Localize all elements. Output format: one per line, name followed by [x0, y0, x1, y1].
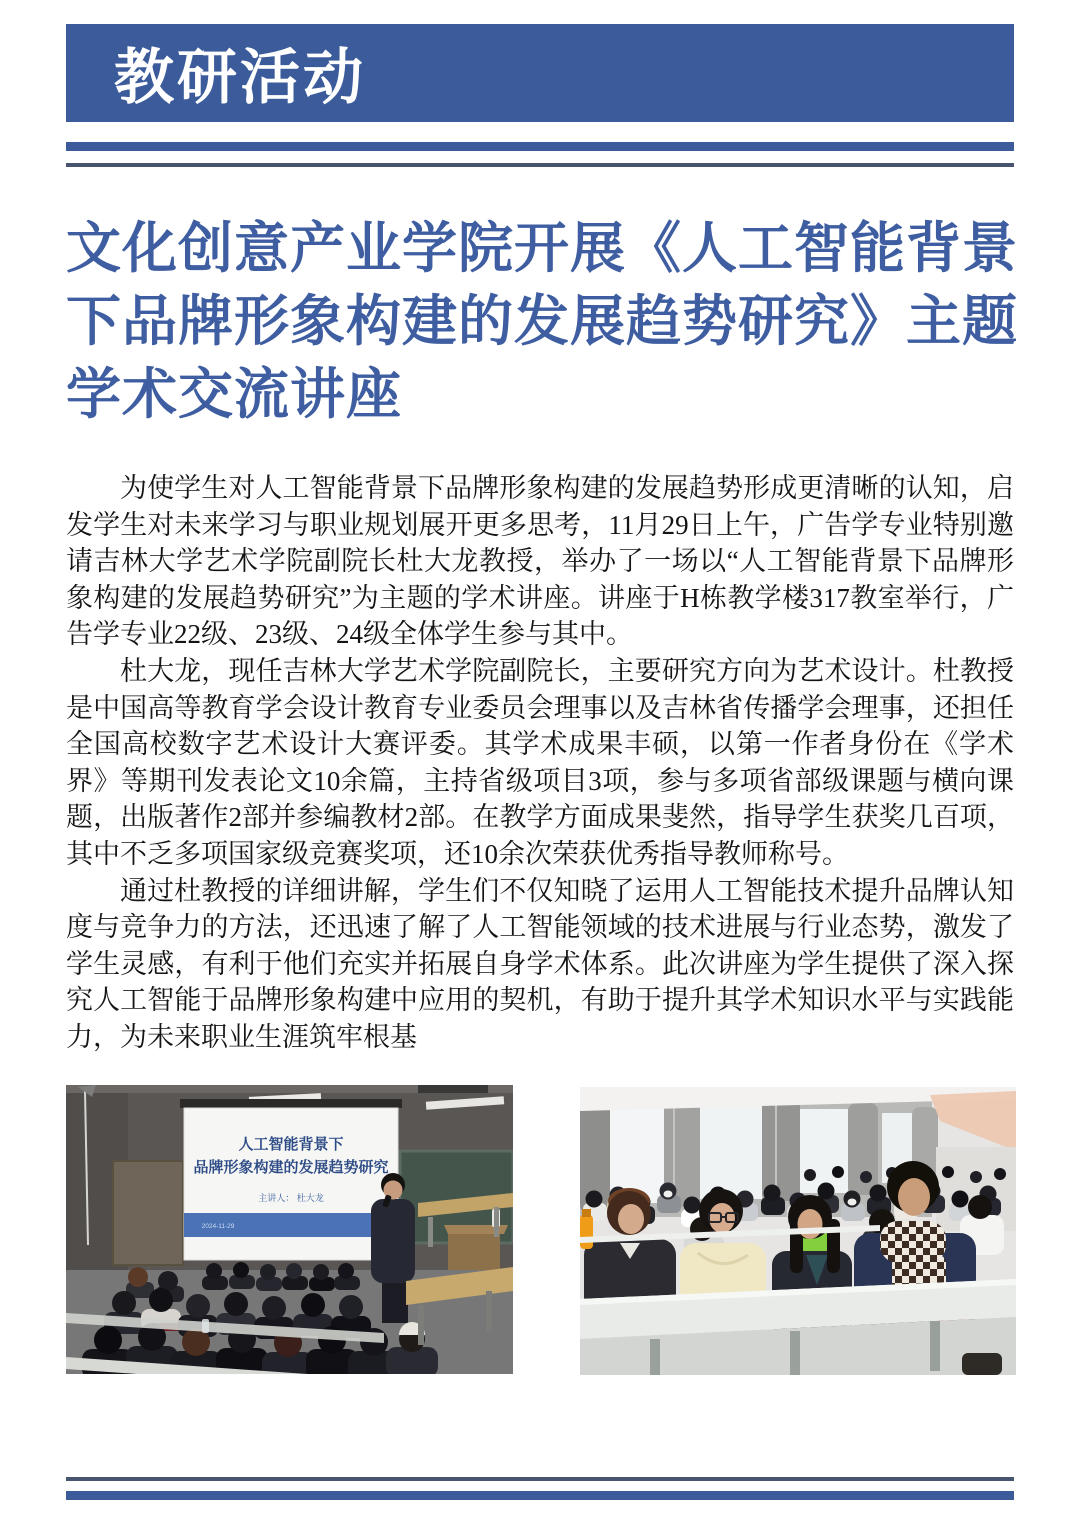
photo-lecture-hall [66, 1085, 513, 1374]
photo-audience-scene [580, 1087, 1016, 1375]
face-mask [848, 1199, 857, 1206]
slide-date: 2024-11-29 [201, 1223, 235, 1230]
slide-title-line-2: 品牌形象构建的发展趋势研究 [193, 1159, 389, 1176]
article-title-line-3: 学术交流讲座 [66, 364, 403, 425]
article-body [66, 470, 1014, 1056]
classroom-door [113, 1161, 183, 1265]
paragraph-intro: 为使学生对人工智能背景下品牌形象构建的发展趋势形成更清晰的认知，启发学生对未来学习与职业规划展开更多思考，11月29日上午，广告学专业特别邀请吉林大学艺术学院副院长杜大龙教授，举办了一场以“人工智能背景下品牌形象构建的发展趋势研究”为主题的学术讲座。讲座于H栋教学楼317教室举行，广告学专业22级、23级、24级全体学生参与其中。 [66, 473, 1014, 650]
article-title [66, 212, 1018, 431]
slide-title-line-1: 人工智能背景下 [238, 1136, 344, 1153]
article-title-line-2: 下品牌形象构建的发展趋势研究》主题 [66, 291, 1019, 352]
podium [448, 1234, 500, 1270]
divider-thin-top [66, 163, 1014, 167]
divider-thick-top [66, 142, 1014, 151]
paragraph-summary: 通过杜教授的详细讲解，学生们不仅知晓了运用人工智能技术提升品牌认知度与竞争力的方法，还迅速了解了人工智能领域的技术进展与行业态势，激发了学生灵感，有利于他们充实并拓展自身学术体系。此次讲座为学生提供了深入探究人工智能于品牌形象构建中应用的契机，有助于提升其学术知识水平与实践能力，为未来职业生涯筑牢根基 [66, 875, 1014, 1052]
screen-casing [180, 1099, 402, 1108]
photo-audience [580, 1087, 1016, 1375]
orange-bottle [580, 1215, 593, 1249]
paragraph-speaker-bio: 杜大龙，现任吉林大学艺术学院副院长，主要研究方向为艺术设计。杜教授是中国高等教育学会设计教育专业委员会理事以及吉林省传播学会理事，还担任全国高校数字艺术设计大赛评委。其学术成果丰硕，以第一作者身份在《学术界》等期刊发表论文10余篇，主持省级项目3项，参与多项省部级课题与横向课题，出版著作2部并参编教材2部。在教学方面成果斐然，指导学生获奖几百项，其中不乏多项国家级竞赛奖项，还10余次荣获优秀指导教师称号。 [66, 655, 1014, 869]
section-banner-title: 教研活动 [114, 45, 366, 111]
face-mask [664, 1191, 673, 1198]
divider-thin-bottom [66, 1477, 1014, 1481]
window [698, 1105, 762, 1199]
projector-screen [184, 1108, 398, 1260]
section-banner [66, 24, 1014, 122]
divider-thick-bottom [66, 1491, 1014, 1500]
photo-lecture-hall-scene [66, 1085, 513, 1374]
window [798, 1109, 848, 1193]
bag [962, 1353, 1002, 1375]
article-title-line-1: 文化创意产业学院开展《人工智能背景 [66, 218, 1019, 279]
desk [406, 1267, 513, 1305]
slide-speaker-line: 主讲人： 杜大龙 [258, 1193, 324, 1203]
